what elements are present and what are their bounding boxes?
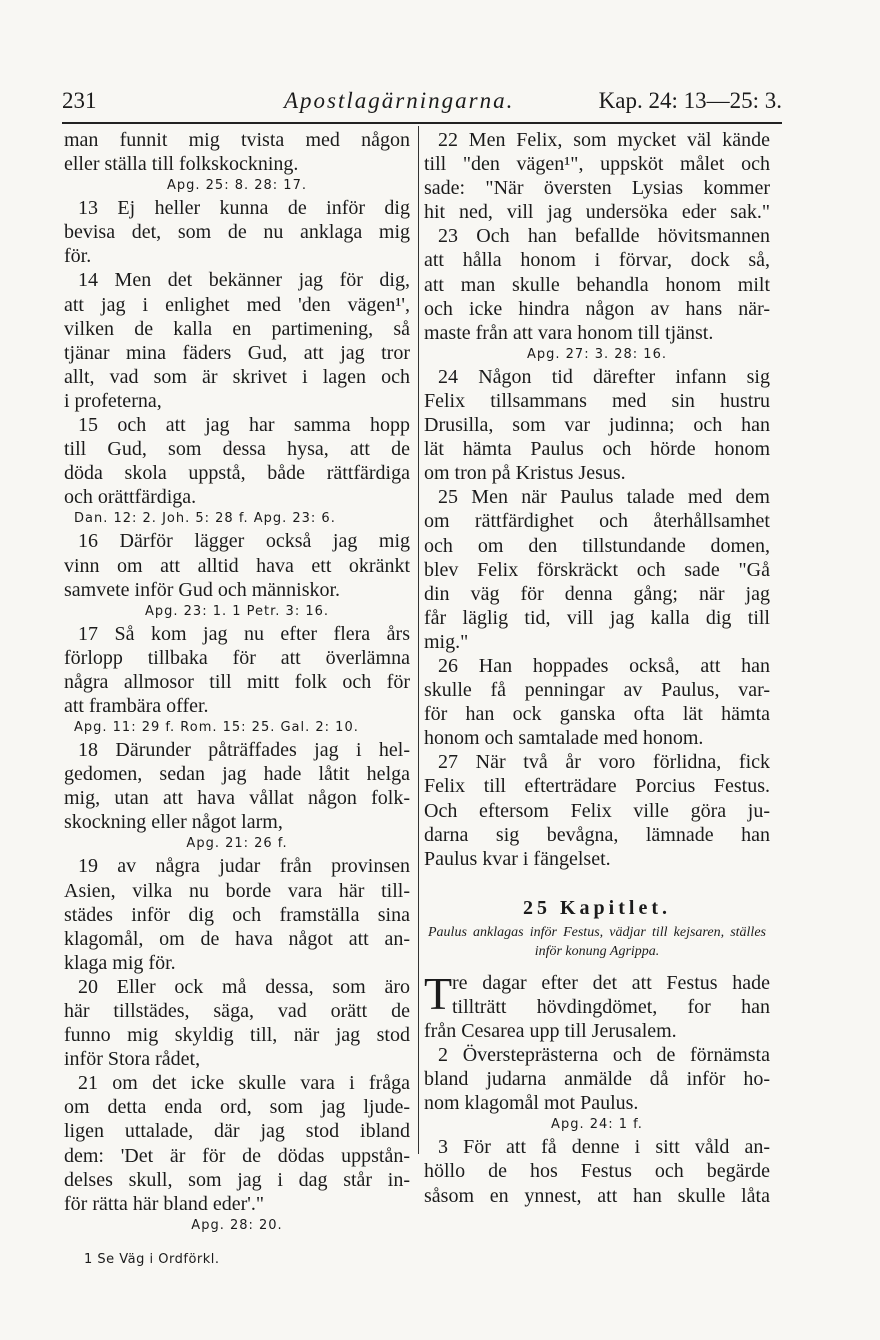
left-column xyxy=(64,128,410,1270)
text-line: höllo de hos Festus och begärde xyxy=(424,1160,770,1183)
page-number: 231 xyxy=(62,88,97,113)
text-line: för rätta här bland eder'." xyxy=(64,1192,264,1215)
text-line: vilken de kalla en partimening, så xyxy=(64,317,410,340)
verse-start-line: 25 Men när Paulus talade med dem xyxy=(438,486,770,509)
text-line: klagomål, om de hava något att an- xyxy=(64,927,410,950)
cross-reference: Apg. 25: 8. 28: 17. xyxy=(167,178,307,194)
chapter-opening xyxy=(424,967,770,1019)
text-line: eller ställa till folkskockning. xyxy=(64,153,299,176)
text-line: förlopp tillbaka för att överlämna xyxy=(64,646,410,669)
verse-start-line: 13 Ej heller kunna de inför dig xyxy=(78,197,410,220)
verse-start-line: 21 om det icke skulle vara i fråga xyxy=(78,1072,410,1095)
cross-reference: Apg. 21: 26 f. xyxy=(186,836,288,852)
verse-start-line: 14 Men det bekänner jag för dig, xyxy=(78,269,410,292)
verse-start-line: 18 Därunder påträffades jag i hel- xyxy=(78,739,410,762)
verse-start-line: 22 Men Felix, som mycket väl kände xyxy=(438,129,770,151)
verse-start-line: 3 För att få denne i sitt våld an- xyxy=(438,1136,770,1159)
header-rule xyxy=(62,122,782,124)
verse-start-line: 2 Översteprästerna och de förnämsta xyxy=(438,1044,770,1067)
text-line: om detta enda ord, som jag ljude- xyxy=(64,1096,410,1119)
cross-reference: Apg. 23: 1. 1 Petr. 3: 16. xyxy=(145,603,329,619)
text-line: maste från att vara honom till tjänst. xyxy=(424,321,714,344)
text-line: Paulus kvar i fängelset. xyxy=(424,847,611,870)
verse-start-line: 15 och att jag har samma hopp xyxy=(78,414,410,437)
text-line: din väg för denna gång; när jag xyxy=(424,582,770,605)
text-line: delses skull, som jag i dag står in- xyxy=(64,1168,410,1191)
cross-reference: Apg. 11: 29 f. Rom. 15: 25. Gal. 2: 10. xyxy=(74,720,359,736)
text-line: såsom en ynnest, att han skulle låta xyxy=(424,1184,770,1207)
text-line: och icke hindra någon av hans när- xyxy=(424,297,770,320)
text-line: darna sig bevågna, lämnade han xyxy=(424,823,770,846)
verse-start-line: 17 Så kom jag nu efter flera års xyxy=(78,622,410,645)
text-line: sade: "När översten Lysias kommer xyxy=(424,177,770,200)
text-line: för. xyxy=(64,245,92,268)
verse-start-line: 19 av några judar från provinsen xyxy=(78,855,410,878)
text-line: re dagar efter det att Festus hade xyxy=(452,971,770,994)
text-line: här tillstädes, säga, vad orätt de xyxy=(64,1000,410,1022)
text-line: tjänar mina fäders Gud, att jag tror xyxy=(64,341,410,364)
text-line: nom klagomål mot Paulus. xyxy=(424,1092,639,1115)
text-line: Asien, vilka nu borde vara här till- xyxy=(64,879,410,902)
chapter-reference: Kap. 24: 13—25: 3. xyxy=(598,88,782,113)
page-header xyxy=(62,88,782,124)
text-line: tillträtt hövdingdömet, for han xyxy=(452,995,770,1018)
text-line: döda skola uppstå, både rättfärdiga xyxy=(64,462,410,485)
text-line: till Gud, som dessa hysa, att de xyxy=(64,438,410,461)
text-line: Och eftersom Felix ville göra ju- xyxy=(424,799,770,822)
text-line: för han ock ganska ofta lät hämta xyxy=(424,703,770,726)
text-line: funno mig skyldig till, när jag stod xyxy=(64,1024,410,1047)
right-column xyxy=(424,128,770,1208)
text-line: att frambära offer. xyxy=(64,694,209,717)
chapter-heading: 25 Kapitlet. xyxy=(523,896,671,919)
text-line: klaga mig för. xyxy=(64,951,176,974)
book-title: Apostlagärningarna. xyxy=(284,88,515,113)
text-line: bevisa det, som de nu anklaga mig xyxy=(64,221,410,244)
text-line: blev Felix förskräckt och sade "Gå xyxy=(424,558,770,581)
text-line: och om den tillstundande domen, xyxy=(424,534,770,557)
text-line: till "den vägen¹", uppsköt målet och xyxy=(424,153,770,176)
text-line: Felix till efterträdare Porcius Festus. xyxy=(424,775,770,798)
text-line: att hålla honom i förvar, dock så, xyxy=(424,249,770,272)
text-line: skockning eller något larm, xyxy=(64,811,283,834)
verse-start-line: 24 Någon tid därefter infann sig xyxy=(438,365,770,388)
text-line: gedomen, sedan jag hade låtit helga xyxy=(64,763,410,786)
verse-start-line: 20 Eller ock må dessa, som äro xyxy=(78,975,410,998)
footnote: 1 Se Väg i Ordförkl. xyxy=(84,1251,220,1267)
text-line: från Cesarea upp till Jerusalem. xyxy=(424,1020,677,1042)
text-line: bland judarna anmälde då inför ho- xyxy=(424,1068,770,1091)
cross-reference: Apg. 24: 1 f. xyxy=(551,1117,643,1133)
text-line: allt, vad som är skrivet i lagen och xyxy=(64,365,410,388)
text-line: mig, utan att hava vållat någon folk- xyxy=(64,787,410,810)
text-line: inför Stora rådet, xyxy=(64,1048,201,1071)
text-line: att jag i enlighet med 'den vägen¹', xyxy=(64,293,410,316)
verse-start-line: 26 Han hoppades också, att han xyxy=(438,654,770,677)
text-line: samvete inför Gud och människor. xyxy=(64,578,341,601)
text-line: och orättfärdiga. xyxy=(64,486,197,509)
verse-start-line: 16 Därför lägger också jag mig xyxy=(78,530,410,553)
text-line: hit ned, vill jag undersöka eder sak." xyxy=(424,201,770,224)
text-line: städes inför dig och framställa sina xyxy=(64,903,410,926)
text-line: honom och samtalade med honom. xyxy=(424,727,704,750)
cross-reference: Apg. 28: 20. xyxy=(191,1217,283,1233)
text-line: vinn om att alltid hava ett okränkt xyxy=(64,554,410,577)
text-line: dem: 'Det är för de dödas uppstån- xyxy=(64,1144,410,1167)
chapter-summary: Paulus anklagas inför Festus, vädjar till kejsaren, ställes inför konung Agrippa. xyxy=(428,924,766,959)
text-line: skulle få penningar av Paulus, var- xyxy=(424,679,770,702)
text-line: mig." xyxy=(424,630,469,653)
drop-cap: T xyxy=(424,967,453,1019)
text-line: Drusilla, som var judinna; och han xyxy=(424,414,770,437)
cross-reference: Dan. 12: 2. Joh. 5: 28 f. Apg. 23: 6. xyxy=(74,511,336,527)
text-line: Felix tillsammans med sin hustru xyxy=(424,389,770,412)
column-divider xyxy=(418,126,419,1154)
verse-start-line: 23 Och han befallde hövitsmannen xyxy=(438,225,770,248)
cross-reference: Apg. 27: 3. 28: 16. xyxy=(527,346,667,362)
verse-start-line: 27 När två år voro förlidna, fick xyxy=(438,751,770,774)
text-line: lät hämta Paulus och hörde honom xyxy=(424,438,770,461)
text-line: man funnit mig tvista med någon xyxy=(64,129,410,151)
text-line: några allmosor till mitt folk och för xyxy=(64,670,410,693)
text-line: om rättfärdighet och återhållsamhet xyxy=(424,510,770,533)
text-line: i profeterna, xyxy=(64,389,162,412)
text-line: får läglig tid, vill jag kalla dig till xyxy=(424,606,770,629)
text-line: ligen uttalade, där jag stod ibland xyxy=(64,1120,410,1143)
text-line: att man skulle behandla honom milt xyxy=(424,273,770,296)
text-line: om tron på Kristus Jesus. xyxy=(424,462,626,485)
